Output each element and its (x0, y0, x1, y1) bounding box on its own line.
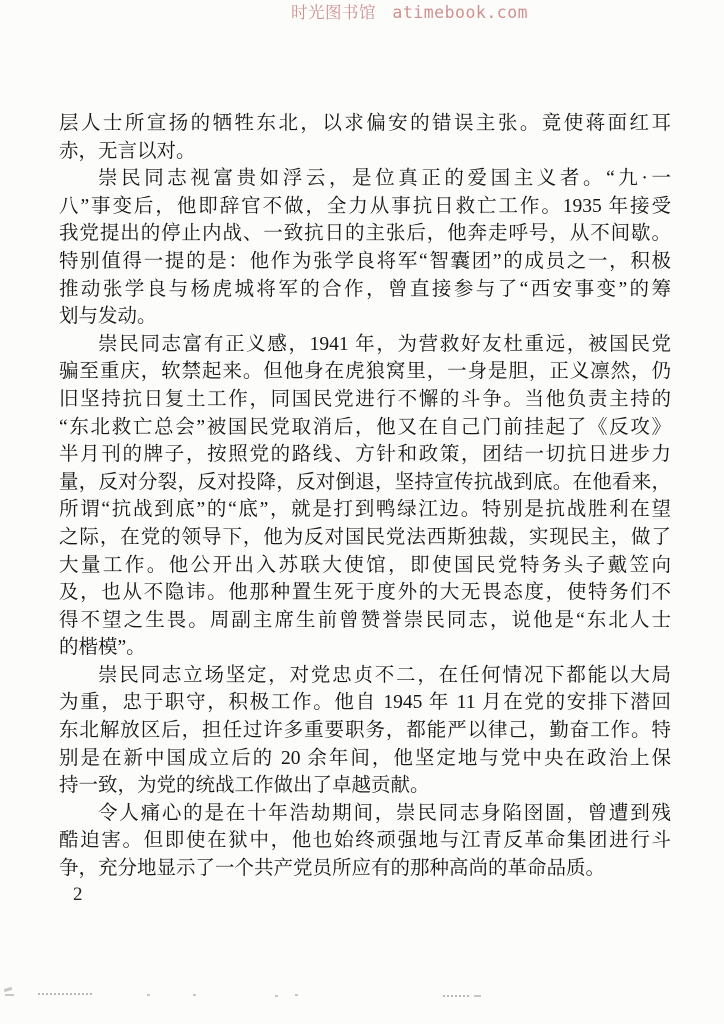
text-line: 持一致，为党的统战工作做出了卓越贡献。 (59, 775, 430, 797)
text-line: 量，反对分裂，反对投降，反对倒退，坚持宣传抗战到底。在他看来， (59, 471, 671, 493)
scan-artifact (4, 987, 13, 992)
body-text (59, 110, 671, 883)
text-line: 得不望之生畏。周副主席生前曾赞誉崇民同志，说他是“东北人士 (59, 609, 671, 631)
text-line: 旧坚持抗日复土工作，同国民党进行不懈的斗争。当他负责主持的 (59, 388, 671, 410)
scan-artifact (5, 994, 14, 996)
text-line: 争，充分地显示了一个共产党员所应有的那种高尚的革命品质。 (59, 858, 606, 880)
text-line: 特别值得一提的是：他作为张学良将军“智囊团”的成员之一，积极 (59, 250, 671, 272)
text-line: 崇民同志视富贵如浮云，是位真正的爱国主义者。“九·一 (98, 168, 671, 190)
scan-artifact (443, 993, 469, 997)
text-line: 我党提出的停止内战、一致抗日的主张后，他奔走呼号，从不间歇。 (59, 223, 671, 245)
text-line: 东北解放区后，担任过许多重要职务，都能严以律己，勤奋工作。特 (59, 720, 671, 742)
text-line: 崇民同志立场坚定，对党忠贞不二，在任何情况下都能以大局 (98, 664, 671, 686)
text-line: 大量工作。他公开出入苏联大使馆，即使国民党特务头子戴笠向 (59, 554, 671, 576)
text-line: “东北救亡总会”被国民党取消后，他又在自己门前挂起了《反攻》 (59, 416, 671, 438)
text-line: 为重，忠于职守，积极工作。他自 1945 年 11 月在党的安排下潜回 (59, 692, 671, 714)
text-line: 八”事变后，他即辞官不做，全力从事抗日救亡工作。1935 年接受 (59, 195, 671, 217)
text-line: 别是在新中国成立后的 20 余年间，他坚定地与党中央在政治上保 (59, 747, 671, 769)
text-line: 划与发动。 (59, 306, 157, 328)
scan-artifact (193, 994, 196, 996)
library-watermark: 时光图书馆 atimebook.com (291, 3, 529, 22)
scan-artifact (38, 991, 92, 995)
text-line: 层人士所宣扬的牺牲东北，以求偏安的错误主张。竟使蒋面红耳 (59, 113, 671, 134)
scan-artifact (147, 994, 150, 996)
page-number: 2 (73, 884, 83, 905)
text-line: 的楷模”。 (59, 637, 146, 659)
scan-artifact (474, 995, 481, 997)
text-line: 之际，在党的领导下，他为反对国民党法西斯独裁，实现民主，做了 (59, 526, 671, 548)
text-line: 酷迫害。但即使在狱中，他也始终顽强地与江青反革命集团进行斗 (59, 830, 671, 852)
text-line: 崇民同志富有正义感，1941 年，为营救好友杜重远，被国民党 (98, 333, 671, 355)
scan-artifact (275, 995, 278, 997)
text-line: 半月刊的牌子，按照党的路线、方针和政策，团结一切抗日进步力 (59, 444, 671, 466)
text-line: 赤，无言以对。 (59, 140, 196, 162)
text-line: 所谓“抗战到底”的“底”，就是打到鸭绿江边。特别是抗战胜利在望 (59, 499, 671, 521)
scan-artifact (295, 994, 298, 996)
text-line: 令人痛心的是在十年浩劫期间，崇民同志身陷囹圄，曾遭到残 (98, 802, 671, 824)
text-line: 及，也从不隐讳。他那种置生死于度外的大无畏态度，使特务们不 (59, 582, 671, 604)
text-line: 推动张学良与杨虎城将军的合作，曾直接参与了“西安事变”的筹 (59, 278, 671, 300)
text-line: 骗至重庆，软禁起来。但他身在虎狼窝里，一身是胆，正义凛然，仍 (59, 361, 671, 383)
